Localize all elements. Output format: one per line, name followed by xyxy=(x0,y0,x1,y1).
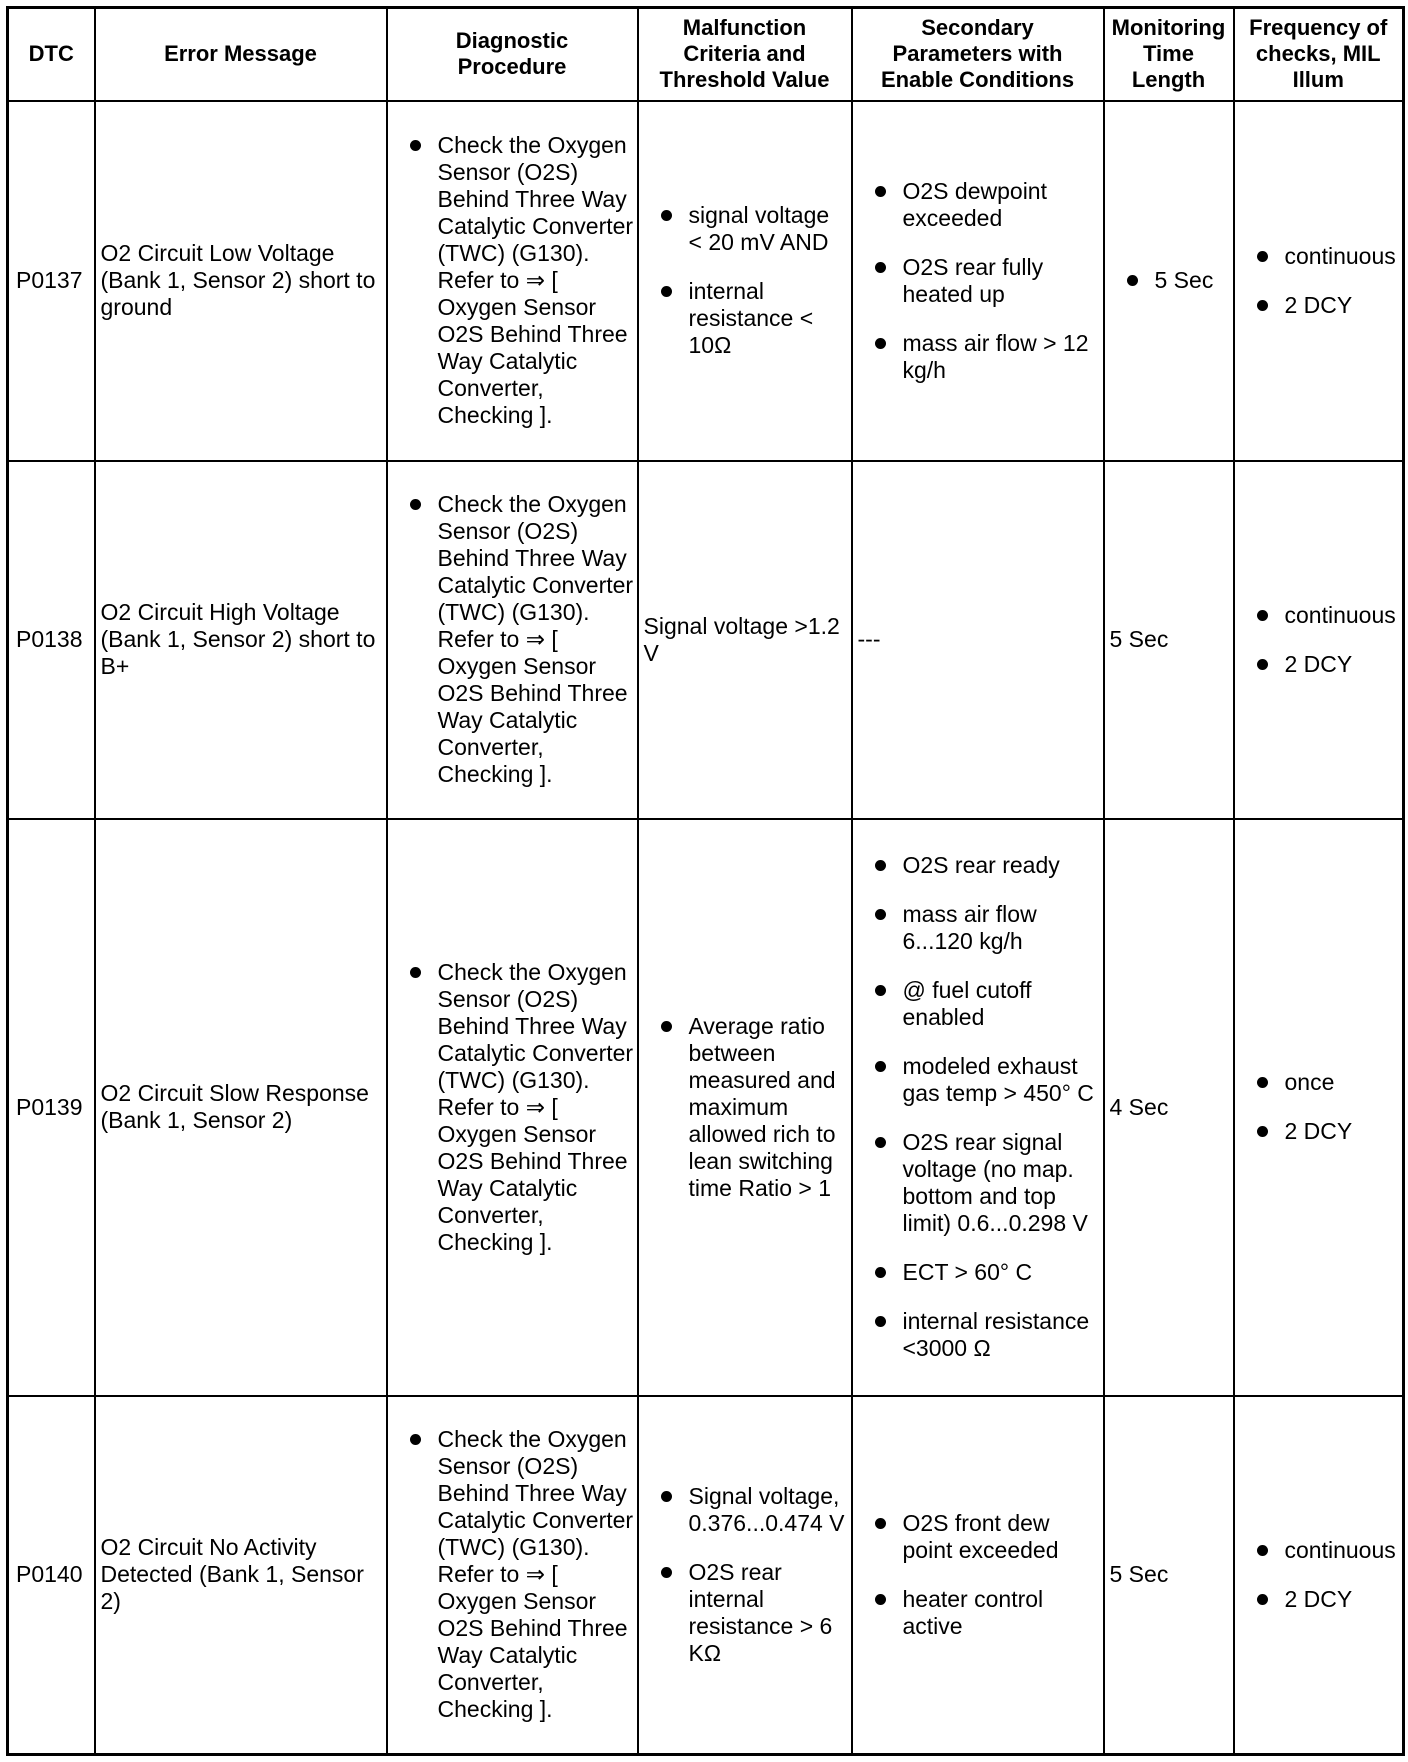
malfunction-criteria-cell xyxy=(638,101,852,461)
monitoring-time-cell: 5 Sec xyxy=(1104,1396,1234,1755)
monitoring-time-cell xyxy=(1104,101,1234,461)
secondary-parameters-cell xyxy=(852,101,1104,461)
frequency-cell xyxy=(1234,461,1404,819)
malfunction-criteria-cell xyxy=(638,1396,852,1755)
table-row xyxy=(8,461,1404,819)
frequency-list xyxy=(1240,243,1401,319)
list-item: Check the Oxygen Sensor (O2S) Behind Three Way Catalytic Converter (TWC) (G130). Refer to ⇒ [ Oxygen Sensor O2S Behind Three Way Catalytic Converter, Checking ]. xyxy=(393,491,635,788)
list-item: internal resistance <3000 Ω xyxy=(858,1308,1101,1362)
list-item: continuous xyxy=(1240,1537,1401,1564)
table-row xyxy=(8,101,1404,461)
secondary-list xyxy=(858,852,1101,1362)
diagnostic-procedure-cell xyxy=(387,819,638,1396)
malfunction-criteria-cell: Signal voltage >1.2 V xyxy=(638,461,852,819)
diagnostic-procedure-cell xyxy=(387,461,638,819)
procedure-list xyxy=(393,959,635,1256)
dtc-cell: P0138 xyxy=(8,461,95,819)
list-item: O2S front dew point exceeded xyxy=(858,1510,1101,1564)
list-item: Average ratio between measured and maximum allowed rich to lean switching time Ratio > 1 xyxy=(644,1013,849,1202)
header-error-message: Error Message xyxy=(95,8,387,101)
table-row xyxy=(8,819,1404,1396)
frequency-list xyxy=(1240,1069,1401,1145)
list-item: continuous xyxy=(1240,243,1401,270)
header-secondary-parameters: Secondary Parameters with Enable Conditions xyxy=(852,8,1104,101)
frequency-cell xyxy=(1234,101,1404,461)
procedure-list xyxy=(393,132,635,429)
header-dtc: DTC xyxy=(8,8,95,101)
dtc-cell: P0139 xyxy=(8,819,95,1396)
list-item: modeled exhaust gas temp > 450° C xyxy=(858,1053,1101,1107)
criteria-list xyxy=(644,1483,849,1667)
list-item: 2 DCY xyxy=(1240,651,1401,678)
header-row xyxy=(8,8,1404,101)
frequency-list xyxy=(1240,1537,1401,1613)
header-monitoring-time: Monitoring Time Length xyxy=(1104,8,1234,101)
list-item: O2S dewpoint exceeded xyxy=(858,178,1101,232)
list-item: Check the Oxygen Sensor (O2S) Behind Three Way Catalytic Converter (TWC) (G130). Refer to ⇒ [ Oxygen Sensor O2S Behind Three Way Catalytic Converter, Checking ]. xyxy=(393,1426,635,1723)
error-message-cell: O2 Circuit No Activity Detected (Bank 1, Sensor 2) xyxy=(95,1396,387,1755)
procedure-list xyxy=(393,1426,635,1723)
list-item: @ fuel cutoff enabled xyxy=(858,977,1101,1031)
dtc-cell: P0137 xyxy=(8,101,95,461)
diagnostic-procedure-cell xyxy=(387,101,638,461)
list-item: O2S rear signal voltage (no map. bottom and top limit) 0.6...0.298 V xyxy=(858,1129,1101,1237)
list-item: signal voltage < 20 mV AND xyxy=(644,202,849,256)
header-malfunction-criteria: Malfunction Criteria and Threshold Value xyxy=(638,8,852,101)
list-item: 2 DCY xyxy=(1240,1118,1401,1145)
list-item: O2S rear internal resistance > 6 KΩ xyxy=(644,1559,849,1667)
header-diagnostic-procedure: Diagnostic Procedure xyxy=(387,8,638,101)
list-item: 5 Sec xyxy=(1110,267,1231,294)
list-item: mass air flow > 12 kg/h xyxy=(858,330,1101,384)
list-item: O2S rear ready xyxy=(858,852,1101,879)
diagnostic-procedure-cell xyxy=(387,1396,638,1755)
list-item: mass air flow 6...120 kg/h xyxy=(858,901,1101,955)
criteria-list xyxy=(644,1013,849,1202)
list-item: Check the Oxygen Sensor (O2S) Behind Three Way Catalytic Converter (TWC) (G130). Refer to ⇒ [ Oxygen Sensor O2S Behind Three Way Catalytic Converter, Checking ]. xyxy=(393,132,635,429)
secondary-list xyxy=(858,178,1101,384)
frequency-cell xyxy=(1234,1396,1404,1755)
monitoring-time-cell: 5 Sec xyxy=(1104,461,1234,819)
list-item: 2 DCY xyxy=(1240,1586,1401,1613)
dtc-table xyxy=(6,6,1405,1756)
malfunction-criteria-cell xyxy=(638,819,852,1396)
frequency-cell xyxy=(1234,819,1404,1396)
list-item: ECT > 60° C xyxy=(858,1259,1101,1286)
secondary-parameters-cell xyxy=(852,1396,1104,1755)
procedure-list xyxy=(393,491,635,788)
monitoring-list xyxy=(1110,267,1231,294)
list-item: internal resistance < 10Ω xyxy=(644,278,849,359)
list-item: Check the Oxygen Sensor (O2S) Behind Three Way Catalytic Converter (TWC) (G130). Refer to ⇒ [ Oxygen Sensor O2S Behind Three Way Catalytic Converter, Checking ]. xyxy=(393,959,635,1256)
list-item: Signal voltage, 0.376...0.474 V xyxy=(644,1483,849,1537)
secondary-parameters-cell xyxy=(852,819,1104,1396)
error-message-cell: O2 Circuit Low Voltage (Bank 1, Sensor 2) short to ground xyxy=(95,101,387,461)
secondary-list xyxy=(858,1510,1101,1640)
header-frequency: Frequency of checks, MIL Illum xyxy=(1234,8,1404,101)
monitoring-time-cell: 4 Sec xyxy=(1104,819,1234,1396)
list-item: once xyxy=(1240,1069,1401,1096)
list-item: continuous xyxy=(1240,602,1401,629)
dtc-cell: P0140 xyxy=(8,1396,95,1755)
table-row xyxy=(8,1396,1404,1755)
criteria-list xyxy=(644,202,849,359)
error-message-cell: O2 Circuit High Voltage (Bank 1, Sensor 2) short to B+ xyxy=(95,461,387,819)
list-item: O2S rear fully heated up xyxy=(858,254,1101,308)
secondary-parameters-cell: --- xyxy=(852,461,1104,819)
list-item: 2 DCY xyxy=(1240,292,1401,319)
list-item: heater control active xyxy=(858,1586,1101,1640)
frequency-list xyxy=(1240,602,1401,678)
error-message-cell: O2 Circuit Slow Response (Bank 1, Sensor 2) xyxy=(95,819,387,1396)
